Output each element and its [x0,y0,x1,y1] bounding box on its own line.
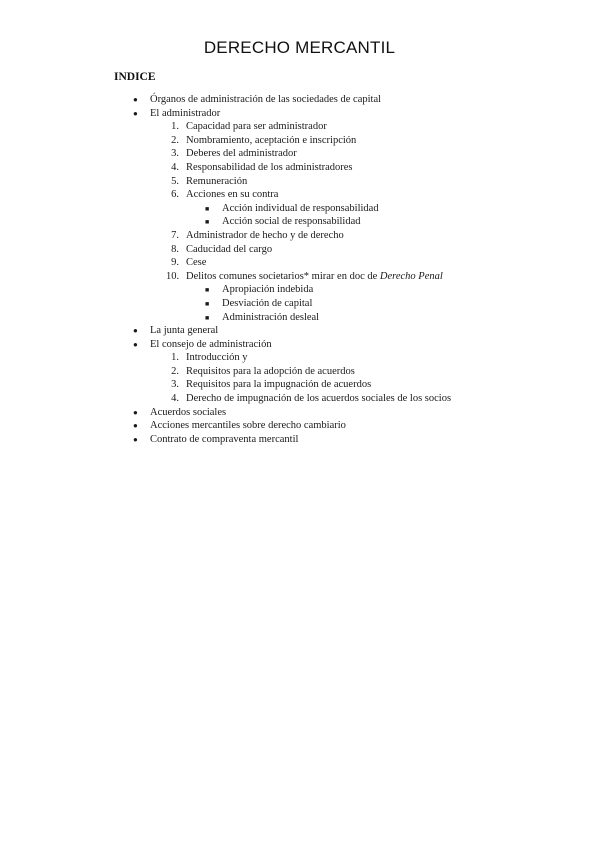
list-item-text [186,175,247,189]
list-item-label: Administrador de hecho y de derecho [186,229,344,241]
list-item-label: Desviación de capital [222,297,313,309]
list-item-label: Órganos de administración de las sociedades de capital [150,94,382,105]
list-item-text [222,202,379,216]
list-item [0,202,599,216]
list-item [0,120,599,134]
list-item [0,378,599,392]
list-item-text [150,93,381,107]
table-of-contents [0,93,599,446]
list-number: 8. [171,243,179,255]
list-item-text [186,270,443,284]
list-number: 2. [171,365,179,377]
list-item-text [186,365,355,379]
bullet-icon: ● [133,326,138,336]
list-item-text [150,338,272,352]
list-item-label: Acción individual de responsabilidad [222,202,379,214]
list-item-label: La junta general [150,325,219,337]
list-item [0,256,599,270]
list-item-label: Cese [186,257,207,269]
list-item-text [186,378,371,392]
list-item [0,107,599,121]
list-item [0,283,599,297]
list-item [0,433,599,447]
list-item-text [186,351,248,365]
list-item-text [222,297,312,311]
list-number: 10. [166,270,180,282]
list-item-text [186,120,327,134]
list-item-label: Delitos comunes societarios* mirar en doc de [186,270,380,282]
square-bullet-icon: ■ [205,286,210,295]
list-number: 3. [171,379,179,391]
list-item-text [150,419,346,433]
list-item-label: El consejo de administración [150,338,272,350]
list-number: 5. [171,175,179,187]
list-number: 4. [171,393,179,405]
list-item-text [186,392,451,406]
list-item [0,215,599,229]
list-number: 4. [171,161,179,173]
list-item-text [186,188,278,202]
bullet-icon: ● [133,108,138,118]
list-item-text [150,324,218,338]
list-item-label: Requisitos para la adopción de acuerdos [186,365,355,377]
list-item-label: Acciones mercantiles sobre derecho cambiario [150,420,346,432]
list-item-text [186,161,353,175]
list-item [0,175,599,189]
square-bullet-icon: ■ [205,218,210,227]
list-item-label: Acuerdos sociales [150,406,227,418]
list-item-label: Derecho de impugnación de los acuerdos sociales de los socios [186,393,452,405]
bullet-icon: ● [133,95,138,104]
list-item-text [186,229,344,243]
list-item [0,351,599,365]
list-item-label: Acción social de responsabilidad [222,216,361,228]
list-item-label: Acciones en su contra [186,189,279,201]
list-item-label: Nombramiento, aceptación e inscripción [186,134,357,146]
list-item-text [186,256,206,270]
square-bullet-icon: ■ [205,204,210,213]
list-number: 9. [171,257,179,269]
list-item [0,297,599,311]
list-item [0,93,599,107]
list-item-text [186,243,272,257]
list-item [0,419,599,433]
list-number: 6. [171,189,179,201]
list-item [0,147,599,161]
list-item-label: Caducidad del cargo [186,243,273,255]
list-item [0,406,599,420]
list-item-label: Apropiación indebida [222,284,314,296]
list-item-text [150,433,298,447]
list-number: 1. [171,121,179,133]
list-item-label: Deberes del administrador [186,148,297,160]
list-item [0,392,599,406]
list-item-label: Capacidad para ser administrador [186,121,327,133]
bullet-icon: ● [133,434,138,444]
bullet-icon: ● [133,339,138,349]
list-number: 7. [171,229,179,241]
list-number: 2. [171,134,179,146]
list-item-label: Contrato de compraventa mercantil [150,433,299,445]
list-item [0,229,599,243]
index-heading: INDICE [114,71,156,83]
list-item-label: Responsabilidad de los administradores [186,161,353,173]
list-item-text [222,215,361,229]
list-item-label: Introducción y [186,352,248,364]
bullet-icon: ● [133,407,138,417]
emphasis-text: Derecho Penal [379,270,443,282]
square-bullet-icon: ■ [205,299,210,308]
list-item-text [150,406,226,420]
list-item [0,243,599,257]
list-item-label: Requisitos para la impugnación de acuerdos [186,379,372,391]
list-item [0,134,599,148]
list-item [0,338,599,352]
list-item-text [186,147,297,161]
list-item-text [150,107,220,121]
list-item [0,270,599,284]
list-item [0,161,599,175]
list-item-label: Remuneración [186,175,248,187]
list-item-label: El administrador [150,107,221,119]
document-title: DERECHO MERCANTIL [203,38,396,57]
square-bullet-icon: ■ [205,313,210,322]
bullet-icon: ● [133,421,138,431]
list-item [0,365,599,379]
list-item [0,188,599,202]
list-item-label: Administración desleal [222,311,320,323]
list-number: 3. [171,148,179,160]
list-item [0,324,599,338]
list-item-text [222,283,313,297]
list-item-text [186,134,356,148]
list-item-text [222,311,319,325]
list-item [0,311,599,325]
list-number: 1. [171,352,179,364]
